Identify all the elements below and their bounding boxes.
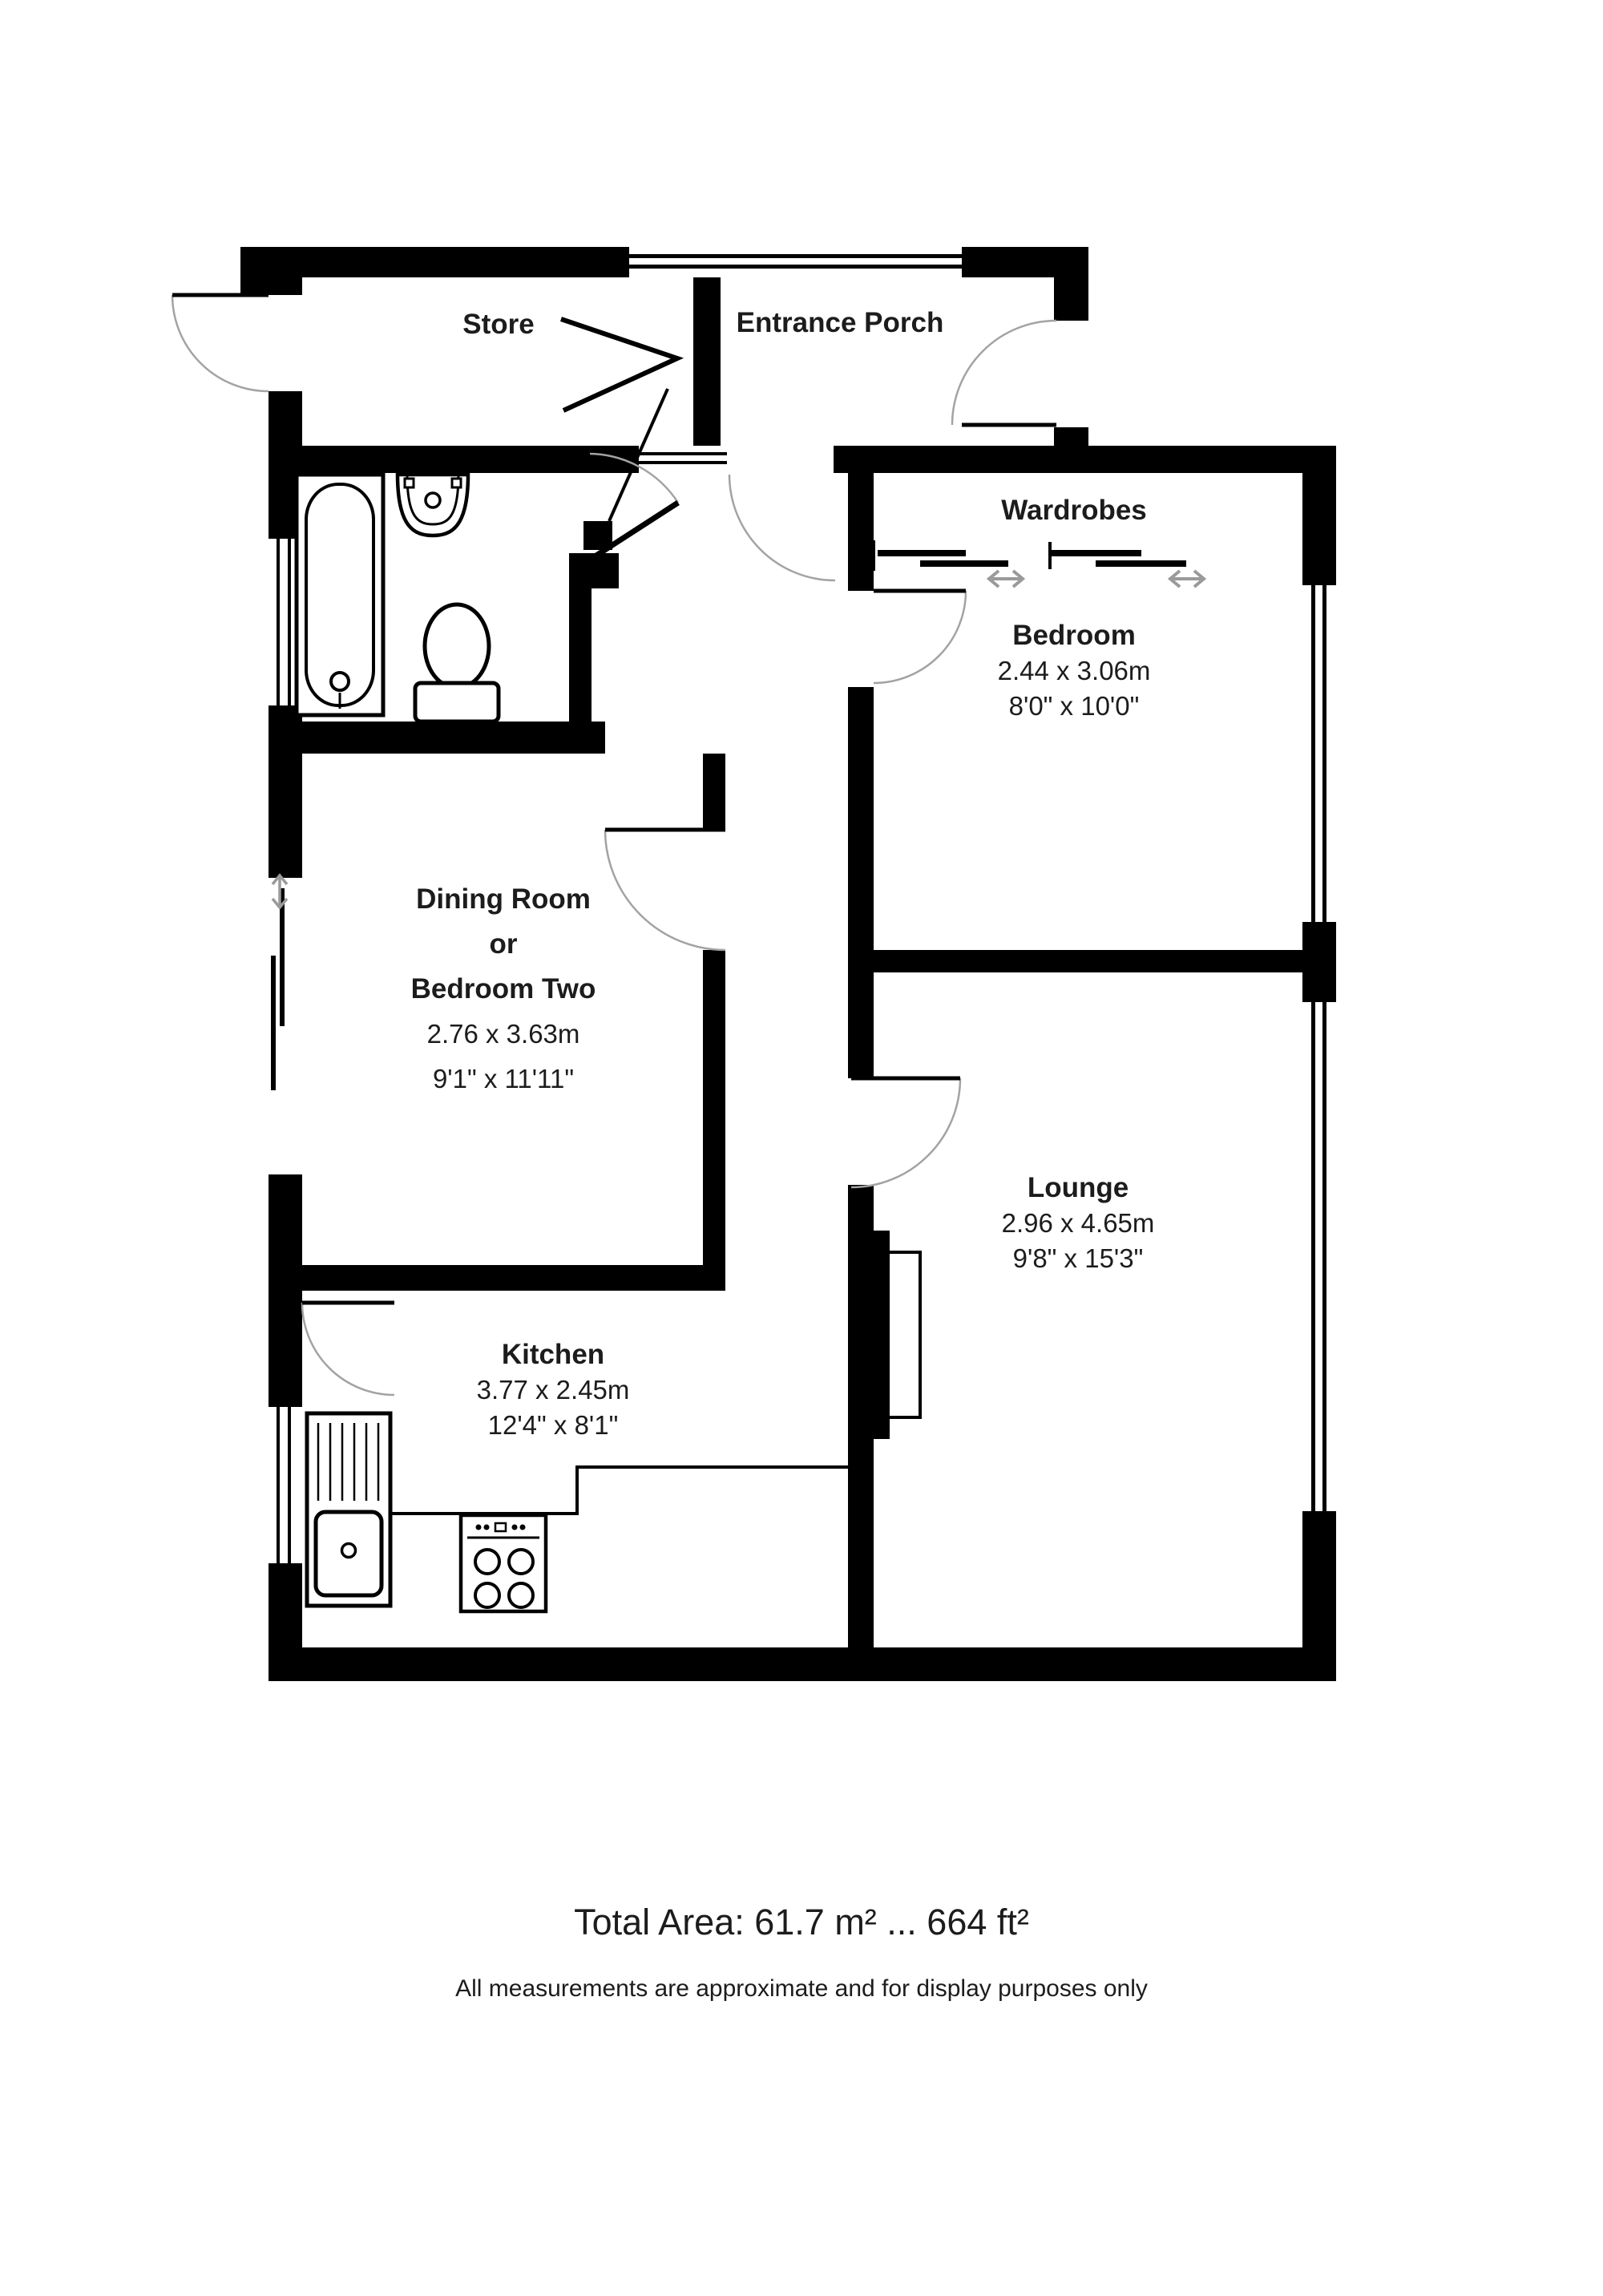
wall-store-bottom	[269, 446, 639, 473]
dining-label: Dining Room	[416, 883, 591, 915]
wall-lounge-west-lower	[848, 1185, 874, 1647]
kitchen-label: Kitchen	[501, 1339, 605, 1370]
kitchen-dim-imperial: 12'4" x 8'1"	[487, 1410, 619, 1440]
wall-top-left-corner	[240, 277, 302, 295]
kitchen-window	[269, 1407, 302, 1563]
kitchen-door	[302, 1303, 394, 1395]
wall-bedroom-west-upper	[848, 473, 874, 591]
wall-dining-east	[703, 950, 725, 1265]
wall-lounge-west-upper	[848, 972, 874, 1078]
wall-bedroom-west-lower	[848, 687, 874, 950]
disclaimer-text: All measurements are approximate and for display purposes only	[455, 1975, 1148, 2002]
porch-label: Entrance Porch	[736, 307, 944, 338]
sliding-arrow-icon	[1170, 571, 1204, 587]
porch-window	[629, 247, 962, 277]
wall-store-porch-divider	[693, 277, 721, 446]
lounge-window	[1302, 1002, 1336, 1511]
bedroom-dim-metric: 2.44 x 3.06m	[997, 656, 1151, 685]
bedroom-label-block	[998, 618, 1151, 724]
bedroom-window	[1302, 585, 1336, 922]
bath	[297, 475, 383, 715]
wardrobe-sliding-doors	[862, 540, 1204, 587]
lounge-door	[851, 1078, 960, 1187]
porch-hall-door	[729, 475, 835, 580]
store-internal-window	[639, 446, 727, 473]
cooker	[461, 1515, 546, 1611]
dining-dim-metric: 2.76 x 3.63m	[426, 1019, 580, 1049]
wall-bathroom-bottom	[269, 722, 605, 754]
lounge-dim-imperial: 9'8" x 15'3"	[1012, 1243, 1144, 1273]
wall-porch-right-stub	[1054, 427, 1088, 449]
bedroom-door	[874, 591, 966, 683]
kitchen-dim-metric: 3.77 x 2.45m	[476, 1375, 630, 1405]
wall-bedroom-lounge-divider	[848, 950, 1302, 972]
dining-label-block	[411, 877, 596, 1102]
bedroom-label: Bedroom	[1012, 620, 1136, 651]
front-door	[952, 321, 1056, 425]
wall-kitchen-left-upper	[269, 1291, 302, 1407]
bedroom-dim-imperial: 8'0" x 10'0"	[1008, 691, 1140, 721]
wall-porch-right-upper	[1054, 277, 1088, 321]
worktop	[390, 1467, 848, 1514]
wall-right-middle	[1302, 922, 1336, 1002]
wall-dining-west-lower	[269, 1174, 302, 1265]
dining-dim-imperial: 9'1" x 11'11"	[432, 1064, 575, 1093]
store-external-door	[172, 295, 269, 391]
dining-door	[605, 830, 725, 950]
wall-dining-west-upper	[269, 754, 302, 878]
wall-bedroom-top	[834, 446, 1336, 473]
wall-right-upper	[1302, 473, 1336, 585]
total-area-text: Total Area: 61.7 m² ... 664 ft²	[574, 1902, 1029, 1942]
sliding-arrow-vertical-icon	[273, 875, 287, 907]
wall-dining-east-stub	[703, 754, 725, 830]
kitchen-sink	[307, 1413, 390, 1606]
sliding-arrow-icon	[989, 571, 1023, 587]
lounge-label: Lounge	[1027, 1172, 1129, 1203]
dining-alt-label: Bedroom Two	[410, 973, 596, 1004]
toilet	[415, 604, 499, 722]
dining-sliding-door	[273, 875, 287, 1090]
kitchen-label-block	[477, 1337, 630, 1443]
store-label: Store	[462, 309, 535, 340]
wardrobes-label: Wardrobes	[1001, 495, 1147, 526]
wall-bathroom-east	[569, 553, 592, 722]
wall-dining-bottom	[269, 1265, 725, 1291]
lounge-label-block	[1002, 1170, 1155, 1276]
fireplace	[888, 1252, 920, 1417]
dining-label-or: or	[489, 928, 518, 960]
wall-bottom	[269, 1647, 1336, 1681]
lounge-dim-metric: 2.96 x 4.65m	[1001, 1208, 1155, 1238]
porch-inner-door-leaf	[561, 319, 677, 521]
wash-basin	[398, 475, 468, 536]
